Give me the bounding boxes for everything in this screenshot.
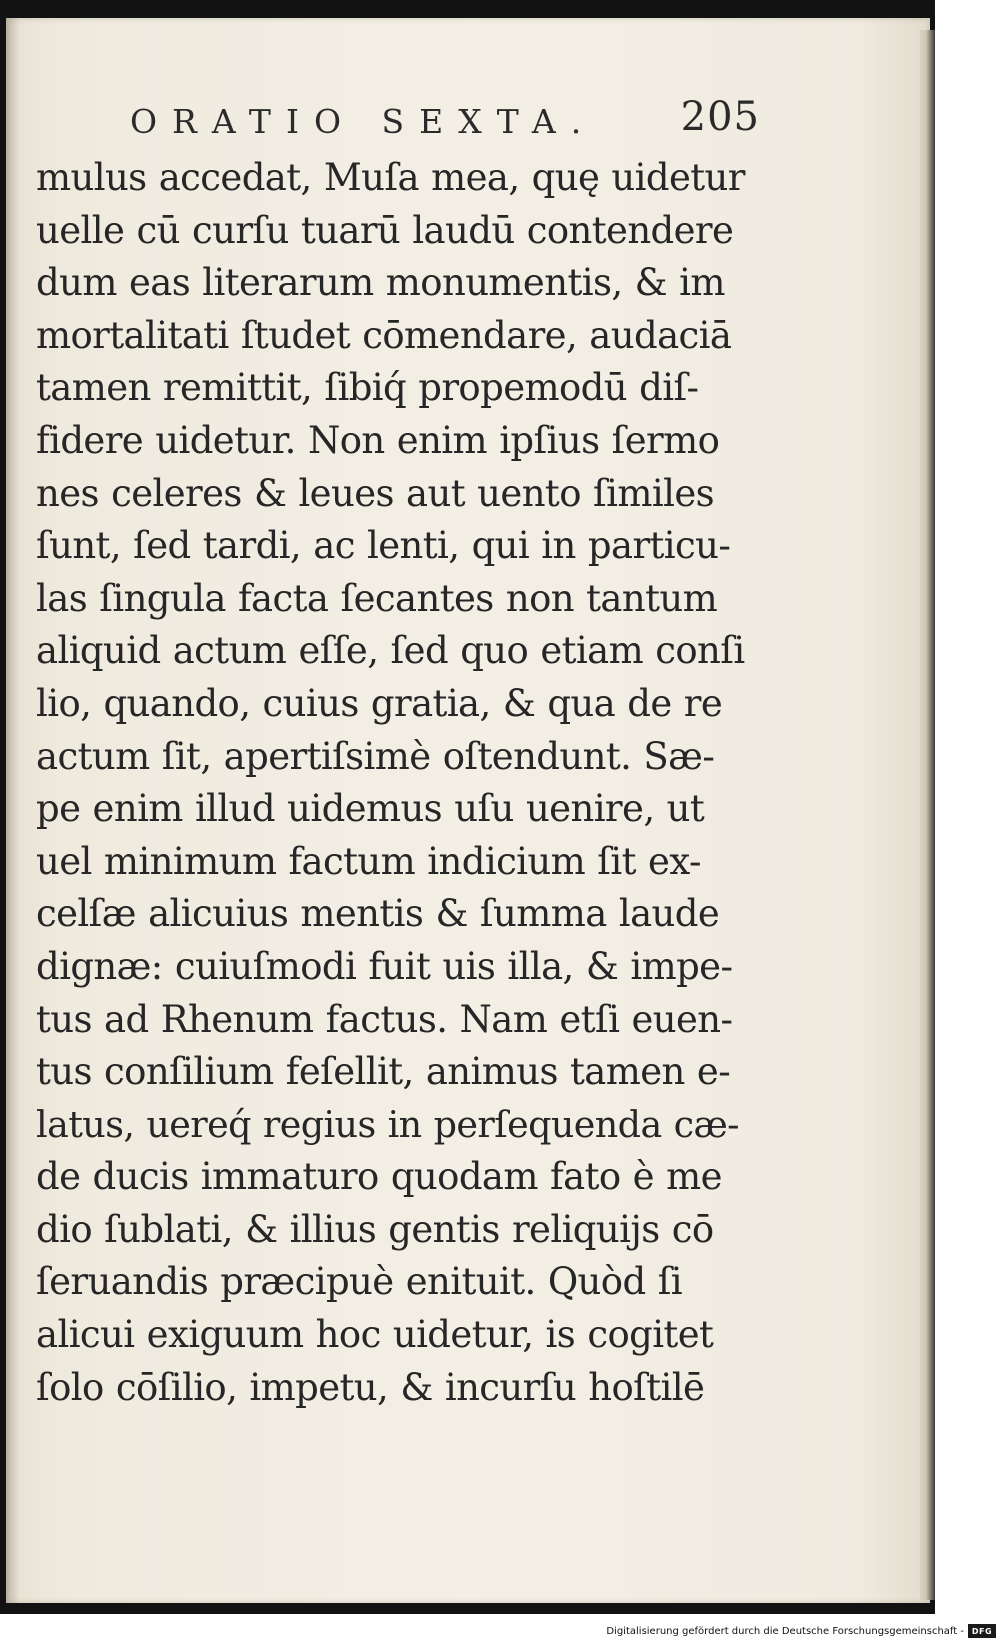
page-edge xyxy=(920,30,935,1600)
text-line: tamen remittit, ſibiq́ propemodū diſ- xyxy=(36,366,699,410)
text-line: mortalitati ſtudet cōmendare, audaciā xyxy=(36,313,732,357)
body-text xyxy=(36,152,748,1414)
text-line: uel minimum factum indicium ſit ex- xyxy=(36,839,701,883)
text-line: de ducis immaturo quodam fato è me xyxy=(36,1155,722,1199)
text-line: dum eas literarum monumentis, & im xyxy=(36,261,725,305)
text-line: dignæ: cuiuſmodi fuit uis illa, & impe- xyxy=(36,944,733,988)
text-line: fidere uidetur. Non enim ipſius ſermo xyxy=(36,418,720,462)
text-line: actum ſit, apertiſsimè oſtendunt. Sæ- xyxy=(36,734,715,778)
text-line: lio, quando, cuius gratia, & qua de re xyxy=(36,681,723,725)
page-gutter-shadow xyxy=(6,18,20,1603)
text-line: tus conſilium feſellit, animus tamen e- xyxy=(36,1050,731,1094)
text-line: mulus accedat, Muſa mea, quę uidetur xyxy=(36,156,745,199)
running-title: ORATIO SEXTA. xyxy=(130,102,597,141)
text-line: ſunt, ſed tardi, ac lenti, qui in particu- xyxy=(36,524,731,568)
dfg-logo: DFG xyxy=(968,1624,996,1638)
text-line: celſæ alicuius mentis & ſumma laude xyxy=(36,892,720,936)
text-line: ſolo cōſilio, impetu, & incurſu hoſtilē xyxy=(36,1365,705,1409)
text-line: alicui exiguum hoc uidetur, is cogitet xyxy=(36,1313,714,1357)
credit-text: Digitalisierung gefördert durch die Deutsche Forschungsgemeinschaft - xyxy=(606,1625,964,1637)
text-line: pe enim illud uidemus uſu uenire, ut xyxy=(36,787,705,831)
text-line: dio ſublati, & illius gentis reliquijs cō xyxy=(36,1207,714,1251)
text-line: las ſingula facta ſecantes non tantum xyxy=(36,576,718,620)
text-line: aliquid actum eſſe, ſed quo etiam conſi xyxy=(36,629,745,673)
running-head xyxy=(130,92,760,152)
text-line: uelle cū curſu tuarū laudū contendere xyxy=(36,208,734,252)
text-line: ſeruandis præcipuè enituit. Quòd ſi xyxy=(36,1260,683,1304)
page-number: 205 xyxy=(680,94,760,140)
text-line: latus, uereq́ regius in perſequenda cæ- xyxy=(36,1102,739,1146)
text-line: nes celeres & leues aut uento ſimiles xyxy=(36,471,715,515)
digitization-credit xyxy=(600,1622,996,1640)
text-line: tus ad Rhenum factus. Nam etſi euen- xyxy=(36,997,733,1041)
